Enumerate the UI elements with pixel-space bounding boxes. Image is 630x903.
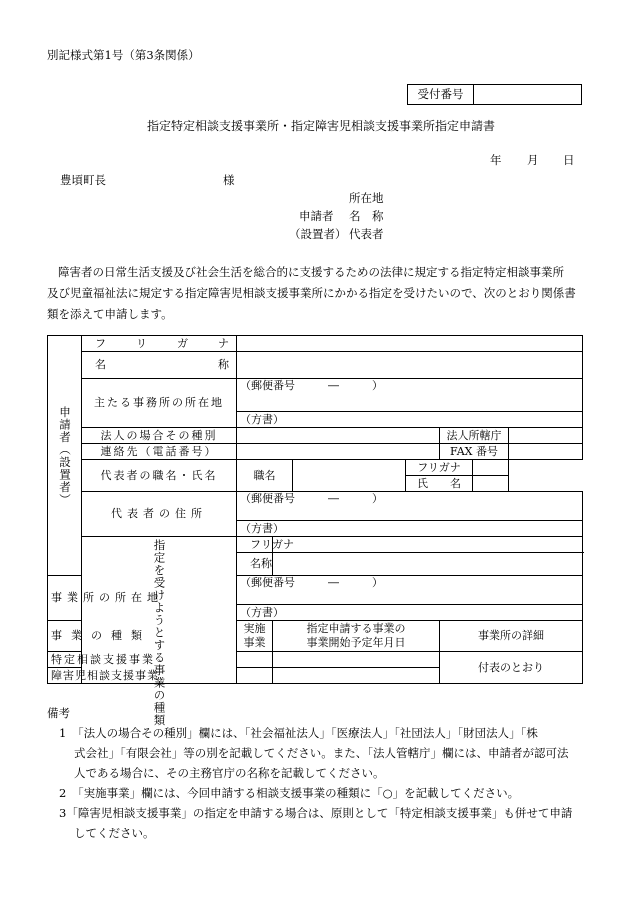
rep-name-field[interactable]: [473, 476, 509, 492]
intro-line: 類を添えて申請します。: [47, 307, 173, 321]
intro-line: 障害者の日常生活支援及び社会生活を総合的に支援するための法律に規定する指定特定相談事業所: [58, 265, 564, 279]
receipt-number-box: [407, 84, 582, 105]
title-label: 職名: [237, 460, 293, 492]
date-year: 年: [490, 153, 502, 167]
office-name-label: 名 称: [237, 553, 273, 576]
name-label: 名 称: [82, 352, 237, 379]
rep-address-postal-field[interactable]: （郵便番号 ― ）: [237, 492, 583, 521]
office-furigana-field[interactable]: [273, 537, 583, 553]
start-date-header: 指定申請する事業の 事業開始予定年月日: [273, 621, 440, 652]
rep-address-katagaki-field[interactable]: （方書）: [237, 521, 583, 537]
implemented-cell[interactable]: [237, 668, 273, 684]
form-id: 別記様式第1号（第3条関係）: [47, 48, 200, 62]
start-date-cell[interactable]: [273, 668, 440, 684]
office-katagaki-field[interactable]: （方書）: [237, 605, 583, 621]
rep-name-label: 氏 名: [406, 476, 473, 492]
applicant-location-label: 所在地: [349, 191, 384, 205]
attached-note: 付表のとおり: [440, 652, 583, 684]
note-item: 1 「法人の場合その種別」欄には、「社会福祉法人」「医療法人」「社団法人」「財団法人」「株: [59, 726, 538, 740]
representative-title-field[interactable]: [293, 460, 406, 492]
corp-authority-field[interactable]: [509, 428, 583, 444]
office-furigana-label: フ リ ガ ナ: [237, 537, 273, 553]
notes-heading: 備考: [47, 706, 70, 720]
section-business-label: 指定を受けようとする事業の種類: [82, 537, 237, 684]
note-item: 2 「実施事業」欄には、今回申請する相談支援事業の種類に「○」を記載してください。: [59, 786, 520, 800]
notes-section: [47, 703, 592, 843]
receipt-number-label: 受付番号: [408, 85, 474, 104]
addressee-honorific: 様: [223, 173, 235, 187]
business-row-label: 障害児相談支援事業: [48, 668, 82, 684]
intro-paragraph: [47, 262, 587, 325]
contact-phone-field[interactable]: [237, 444, 440, 460]
corp-type-field[interactable]: [237, 428, 440, 444]
date-day: 日: [563, 153, 575, 167]
note-item: 3「障害児相談支援事業」の指定を申請する場合は、原則として「特定相談支援事業」も併せて申請: [59, 806, 573, 820]
rep-furigana-label: フリガナ: [406, 460, 473, 476]
fax-label: FAX 番号: [440, 444, 509, 460]
business-type-label: 事業の種類: [48, 621, 82, 652]
office-location-label: 事業所の所在地: [48, 576, 82, 621]
representative-title-name-label: 代表者の職名・氏名: [82, 460, 237, 492]
intro-line: 及び児童福祉法に規定する指定障害児相談支援事業所にかかる指定を受けたいので、次のとおり関係書: [47, 286, 576, 300]
furigana-label: フ リ ガ ナ: [82, 336, 237, 352]
addressee-name: 豊頃町長: [60, 173, 106, 187]
business-row-label: 特定相談支援事業: [48, 652, 82, 668]
rep-address-label: 代表者の住所: [82, 492, 237, 537]
office-name-field[interactable]: [273, 553, 583, 576]
note-line: してください。: [74, 826, 155, 840]
corp-authority-label: 法人所轄庁: [440, 428, 509, 444]
applicant-label: 申請者: [299, 209, 334, 223]
establisher-label: （設置者）: [289, 227, 347, 241]
main-office-katagaki-field[interactable]: （方書）: [237, 412, 583, 428]
implemented-cell[interactable]: [237, 652, 273, 668]
representative-label: 代表者: [349, 227, 384, 241]
applicant-name-label: 名 称: [349, 209, 384, 223]
date-month: 月: [527, 153, 539, 167]
start-date-cell[interactable]: [273, 652, 440, 668]
fax-field[interactable]: [509, 444, 583, 460]
applicant-name-field[interactable]: [237, 352, 583, 379]
applicant-furigana-field[interactable]: [237, 336, 583, 352]
note-line: 人である場合に、その主務官庁の名称を記載してください。: [74, 766, 385, 780]
contact-label: 連絡先（電話番号）: [82, 444, 237, 460]
main-office-postal-field[interactable]: （郵便番号 ― ）: [237, 379, 583, 412]
rep-furigana-field[interactable]: [473, 460, 509, 476]
implemented-header: 実施 事業: [237, 621, 273, 652]
section-applicant-label: 申請者（設置者）: [48, 336, 82, 576]
corp-type-label: 法人の場合その種別: [82, 428, 237, 444]
document-title: 指定特定相談支援事業所・指定障害児相談支援事業所指定申請書: [147, 119, 496, 133]
office-details-header: 事業所の詳細: [440, 621, 583, 652]
note-line: 式会社」「有限会社」等の別を記載してください。また、「法人管轄庁」欄には、申請者が認可法: [74, 746, 569, 760]
office-postal-field[interactable]: （郵便番号 ― ）: [237, 576, 583, 605]
main-office-label: 主たる事務所の所在地: [82, 379, 237, 428]
